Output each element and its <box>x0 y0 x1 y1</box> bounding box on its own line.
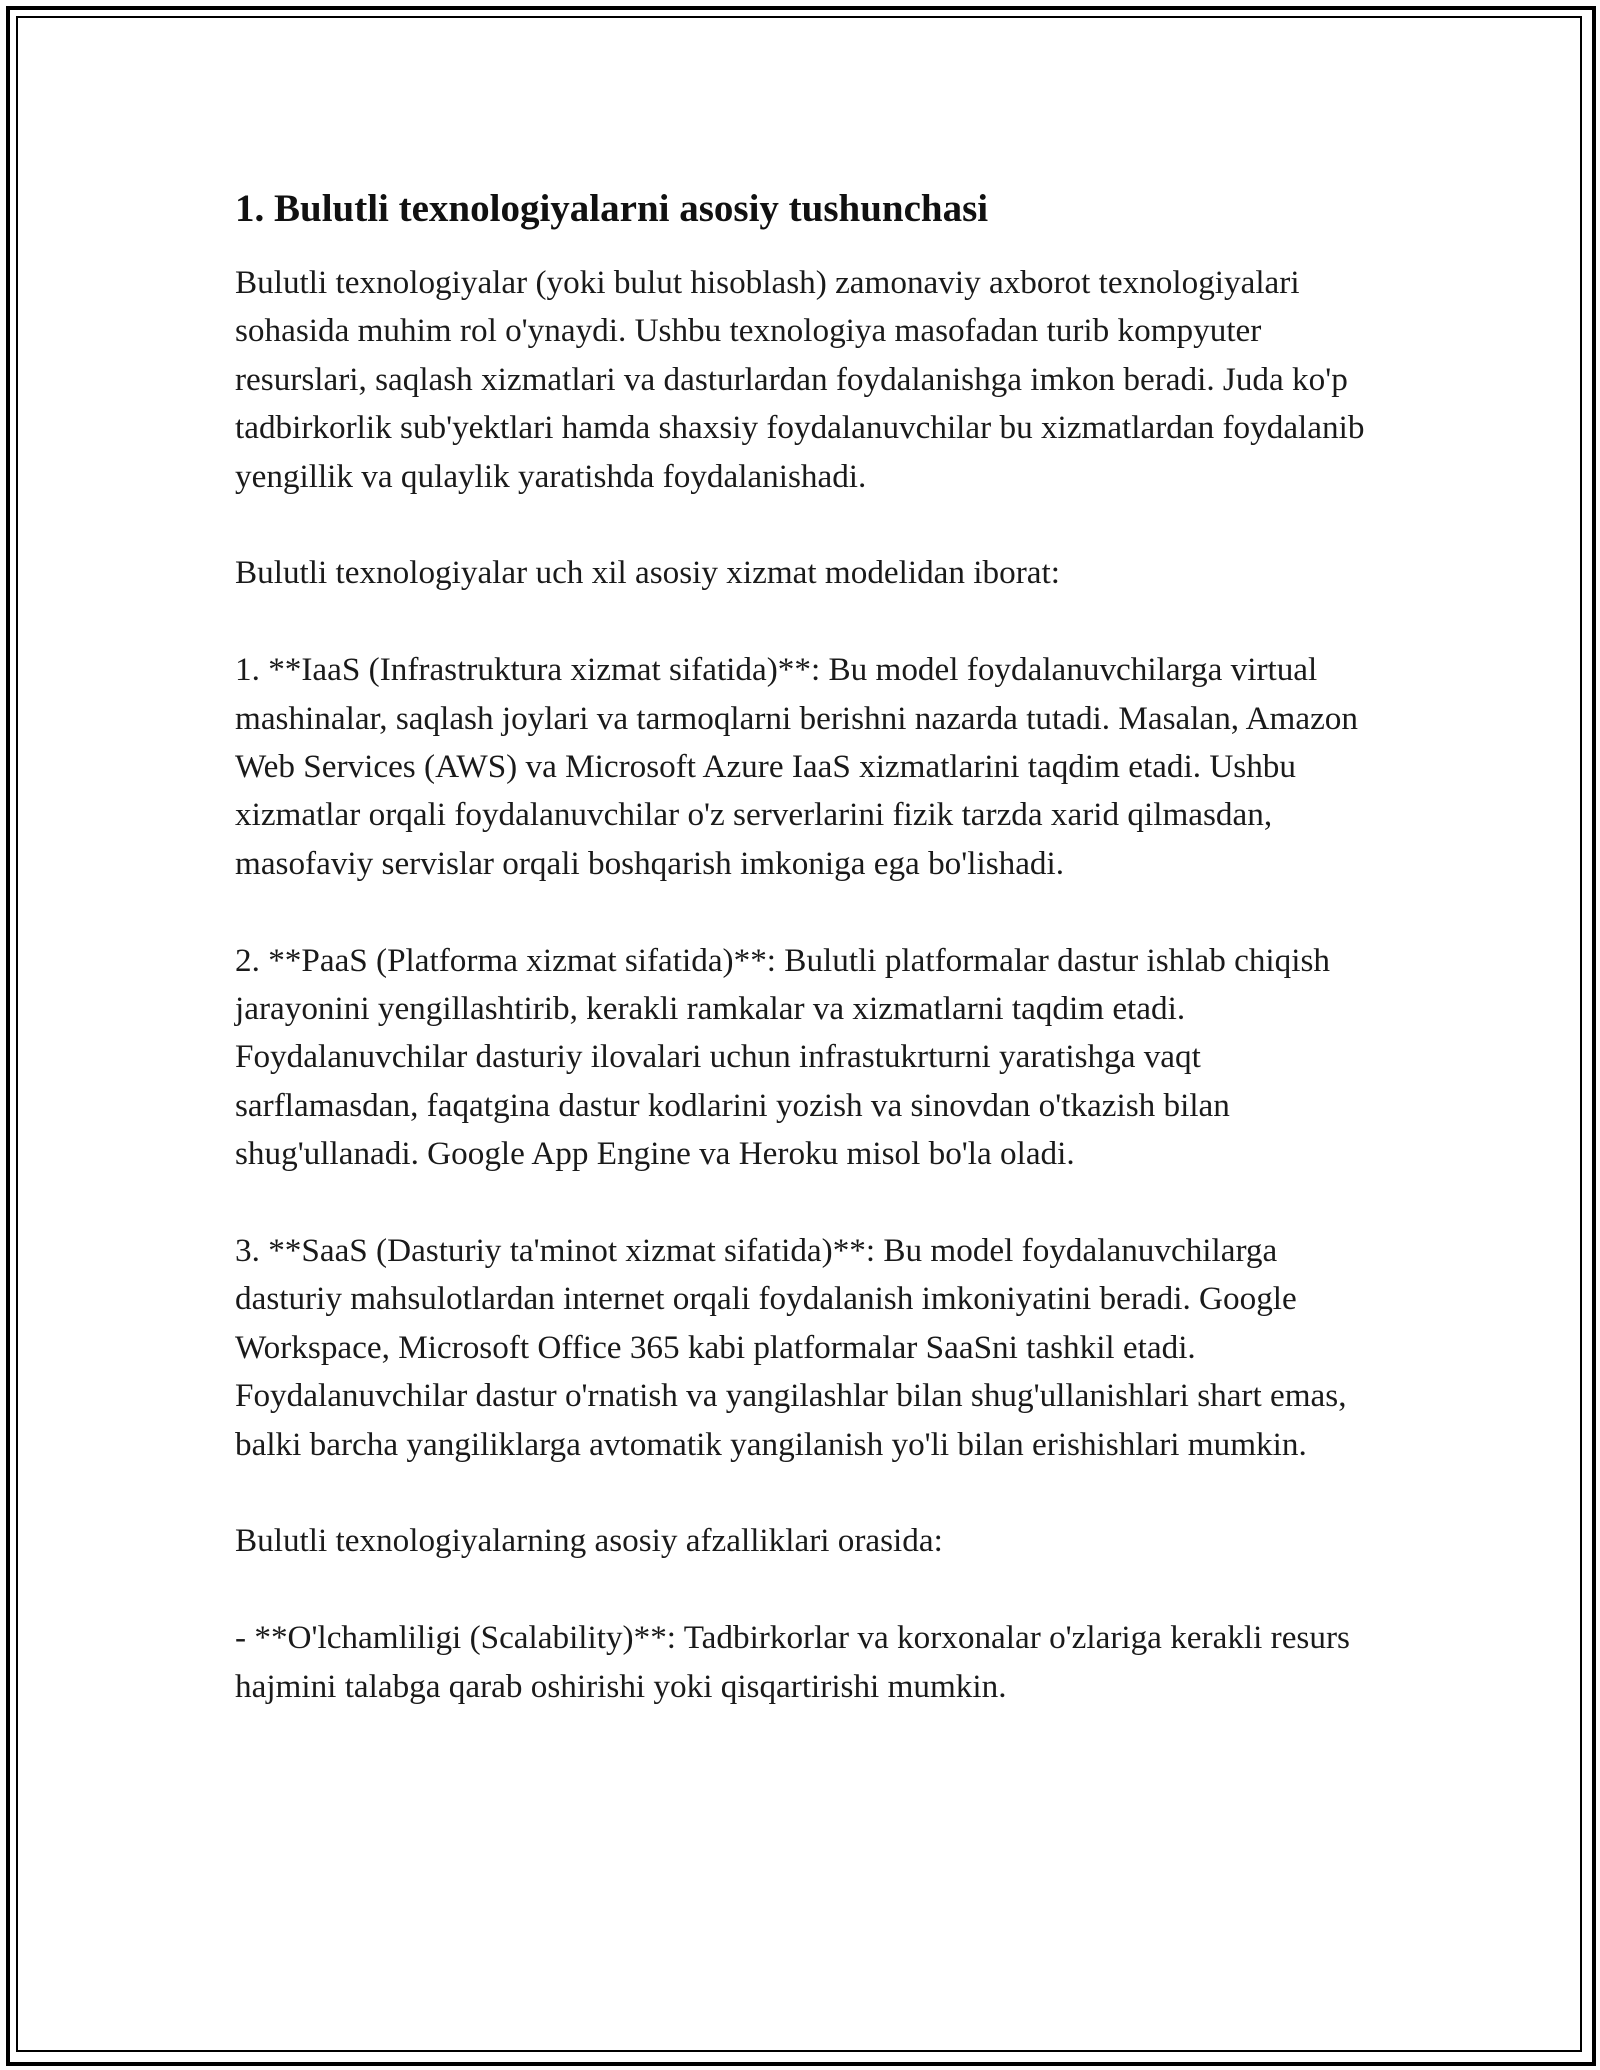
document-body <box>235 185 1375 1711</box>
paragraph-spacer <box>235 501 1375 549</box>
paragraph-spacer <box>235 1179 1375 1227</box>
iaas-paragraph: 1. **IaaS (Infrastruktura xizmat sifatida)**: Bu model foydalanuvchilarga virtual mashinalar, saqlash joylari va tarmoqlarni berishni nazarda tutadi. Masalan, Amazon Web Services (AWS) va Microsoft Azure IaaS xizmatlarini taqdim etadi. Ushbu xizmatlar orqali foydalanuvchilar o'z serverlarini fizik tarzda xarid qilmasdan, masofaviy servislar orqali boshqarish imkoniga ega bo'lishadi. <box>235 651 1366 882</box>
section-heading: 1. Bulutli texnologiyalarni asosiy tushunchasi <box>235 187 989 230</box>
paragraph-spacer <box>235 1469 1375 1517</box>
paragraph-spacer <box>235 888 1375 936</box>
paragraph-spacer <box>235 1566 1375 1614</box>
scalability-bullet: - **O'lchamliligi (Scalability)**: Tadbirkorlar va korxonalar o'zlariga kerakli resurs hajmini talabga qarab oshirishi yoki qisqartirishi mumkin. <box>235 1619 1359 1705</box>
service-models-intro: Bulutli texnologiyalar uch xil asosiy xizmat modelidan iborat: <box>235 554 1060 592</box>
saas-paragraph: 3. **SaaS (Dasturiy ta'minot xizmat sifatida)**: Bu model foydalanuvchilarga dasturiy mahsulotlardan internet orqali foydalanish imkoniyatini beradi. Google Workspace, Microsoft Office 365 kabi platformalar SaaSni tashkil etadi. Foydalanuvchilar dastur o'rnatish va yangilashlar bilan shug'ullanishlari shart emas, balki barcha yangiliklarga avtomatik yangilanish yo'li bilan erishishlari mumkin. <box>235 1232 1355 1463</box>
intro-paragraph: Bulutli texnologiyalar (yoki bulut hisoblash) zamonaviy axborot texnologiyalari sohasida muhim rol o'ynaydi. Ushbu texnologiya masofadan turib kompyuter resurslari, saqlash xizmatlari va dasturlardan foydalanishga imkon beradi. Juda ko'p tadbirkorlik sub'yektlari hamda shaxsiy foydalanuvchilar bu xizmatlardan foydalanib yengillik va qulaylik yaratishda foydalanishadi. <box>235 264 1373 495</box>
advantages-intro: Bulutli texnologiyalarning asosiy afzalliklari orasida: <box>235 1522 943 1560</box>
paas-paragraph: 2. **PaaS (Platforma xizmat sifatida)**: Bulutli platformalar dastur ishlab chiqish jarayonini yengillashtirib, kerakli ramkalar va xizmatlarni taqdim etadi. Foydalanuvchilar dasturiy ilovalari uchun infrastukrturni yaratishga vaqt sarflamasdan, faqatgina dastur kodlarini yozish va sinovdan o'tkazish bilan shug'ullanadi. Google App Engine va Heroku misol bo'la oladi. <box>235 941 1339 1173</box>
paragraph-spacer <box>235 598 1375 646</box>
